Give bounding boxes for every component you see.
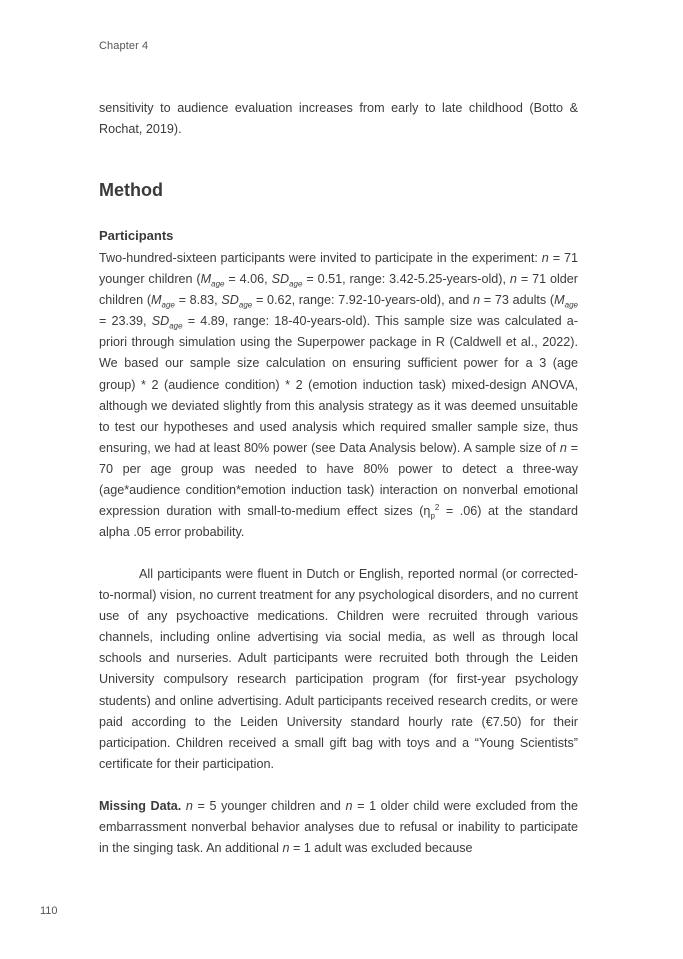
participants-paragraph-2: All participants were fluent in Dutch or English, reported normal (or corrected-to-normal) vision, no current treatment for any psychological disorders, and no current use of any psychoactive medications. Children were recruited through various channels, including online advertising via social media, as well as through local schools and nurseries. Adult participants were recruited both through the Leiden University compulsory research participation program (for first-year psychology students) and online advertising. Adult participants received research credits, or were paid according to the Leiden University standard hourly rate (€7.50) for their participation. Children received a small gift bag with toys and a “Young Scientists” certificate for their participation. [99, 567, 578, 771]
section-heading: Method [99, 180, 163, 200]
running-head: Chapter 4 [99, 40, 149, 52]
page-number: 110 [40, 905, 58, 917]
intro-paragraph: sensitivity to audience evaluation increases from early to late childhood (Botto & Rochat, 2019). [99, 101, 578, 137]
participants-paragraph-1: Two-hundred-sixteen participants were invited to participate in the experiment: n = 71 younger children ($M_{age} = 4.06$, $SD_{age} = 0.51$, range: 3.42-5.25-years-old), n = 71 older children ($M_{age} = 8.83$, $SD_{age} = 0.62$, range: 7.92-10-years-old), and n = 73 adults ($M_{age} = 23.39$, $SD_{age} = 4.89$, range: 18-40-years-old). This sample size was calculated a-priori through simulation using the Superpower package in R (Caldwell et al., 2022). We based our sample size calculation on ensuring sufficient power for a 3 (age group) * 2 (audience condition) * 2 (emotion induction task) mixed-design ANOVA, although we deviated slightly from this analysis strategy as it was deemed unsuitable to test our hypotheses and used analysis which required smaller sample size, thus ensuring, we had at least 80% power (see Data Analysis below). A sample size of n = 70 per age group was needed to have 80% power to detect a three-way (age*audience condition*emotion induction task) interaction on nonverbal emotional expression duration with small-to-medium effect sizes $(\eta_p^2 = .06)$ at the standard alpha .05 error probability. [99, 251, 578, 540]
missing-data-paragraph: Missing Data. n = 5 younger children and n = 1 older child were excluded from the embarrassment nonverbal behavior analyses due to refusal or inability to participate in the singing task. An additional n = 1 adult was excluded because [99, 799, 578, 856]
subsection-heading: Participants [99, 228, 174, 243]
